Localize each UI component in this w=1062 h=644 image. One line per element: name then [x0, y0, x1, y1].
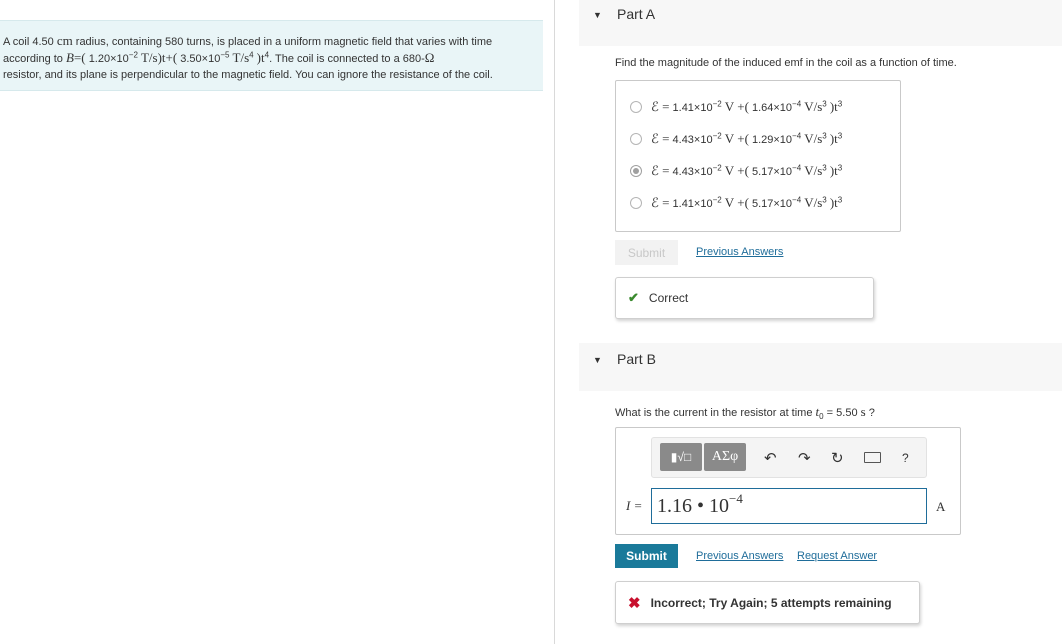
- part-a-header[interactable]: [579, 0, 1062, 46]
- symbols-button[interactable]: ΑΣφ: [704, 443, 746, 471]
- part-b-previous-answers-link[interactable]: Previous Answers: [696, 550, 784, 562]
- unit: V: [724, 163, 735, 178]
- operator: )t: [829, 195, 838, 210]
- coef: 5.17×10: [751, 198, 793, 210]
- exponent: 3: [822, 195, 827, 205]
- exponent: −4: [792, 131, 802, 141]
- unit-cm: cm: [56, 33, 73, 48]
- exponent: −2: [712, 163, 722, 173]
- exponent: −2: [712, 99, 722, 109]
- answer-exponent: −4: [729, 491, 743, 506]
- operator: )t: [829, 163, 838, 178]
- undo-icon[interactable]: ↶: [764, 450, 777, 467]
- math-exponent: −2: [128, 50, 138, 60]
- column-divider: [554, 0, 555, 644]
- coef: 1.29×10: [751, 134, 793, 146]
- exponent: 3: [837, 131, 843, 141]
- coef: 1.41×10: [672, 198, 713, 210]
- exponent: 3: [822, 163, 827, 173]
- problem-line-2: [3, 50, 535, 67]
- choice-expression: [651, 131, 842, 147]
- math-exponent: 4: [249, 50, 254, 60]
- reset-icon[interactable]: ↻: [831, 450, 844, 467]
- operator: +(: [737, 195, 749, 210]
- emf-symbol: ℰ =: [651, 131, 670, 146]
- exponent: 3: [837, 163, 843, 173]
- exponent: 3: [837, 195, 843, 205]
- unit: V: [724, 131, 735, 146]
- problem-line-3: resistor, and its plane is perpendicular to the magnetic field. You can ignore the resistance of the coil.: [3, 69, 493, 81]
- radio-button[interactable]: [630, 133, 642, 145]
- coef: 1.64×10: [751, 102, 793, 114]
- exponent: −2: [712, 131, 722, 141]
- math-value: 1.20×10: [88, 53, 129, 65]
- math-exponent: −5: [220, 50, 230, 60]
- request-answer-link[interactable]: Request Answer: [797, 550, 878, 562]
- checkmark-icon: ✔: [628, 290, 639, 305]
- unit: V: [724, 195, 735, 210]
- choice-3[interactable]: [630, 161, 842, 181]
- radio-button[interactable]: [630, 197, 642, 209]
- math-toolbar: [651, 437, 927, 478]
- problem-statement: [0, 20, 543, 91]
- templates-button[interactable]: ▮√□: [660, 443, 702, 471]
- operator: )t: [829, 99, 838, 114]
- question-text: What is the current in the resistor at time: [615, 407, 813, 419]
- problem-line-1: [3, 33, 535, 50]
- emf-symbol: ℰ =: [651, 195, 670, 210]
- answer-unit: A: [936, 499, 946, 514]
- part-b-feedback-incorrect: [615, 581, 920, 624]
- answer-box: [615, 427, 961, 535]
- choice-expression: [651, 99, 842, 115]
- symbol-t: t: [815, 404, 820, 419]
- choice-1[interactable]: [630, 97, 842, 117]
- unit: V/s: [804, 163, 823, 178]
- problem-text: according to: [3, 53, 63, 65]
- part-a-submit-button: Submit: [615, 240, 678, 265]
- label-text: I =: [626, 498, 643, 513]
- coef: 5.17×10: [751, 166, 793, 178]
- choice-expression: [651, 163, 842, 179]
- part-a-feedback-correct: [615, 277, 874, 319]
- answer-mantissa: 1.16 • 10: [657, 495, 730, 517]
- subscript: 0: [819, 412, 824, 422]
- help-icon[interactable]: ?: [902, 451, 909, 465]
- choice-expression: [651, 195, 842, 211]
- problem-text: radius, containing 580 turns, is placed in a uniform magnetic field that varies with time: [75, 36, 493, 48]
- operator: +(: [737, 131, 749, 146]
- operator: +(: [737, 163, 749, 178]
- math-exponent: 4: [264, 50, 270, 60]
- part-a-question: Find the magnitude of the induced emf in the coil as a function of time.: [615, 57, 957, 69]
- math-value: 3.50×10: [180, 53, 221, 65]
- choices-box: [615, 80, 901, 232]
- question-mark: ?: [868, 407, 875, 419]
- exponent: 3: [837, 99, 843, 109]
- collapse-caret-icon[interactable]: ▼: [593, 355, 602, 365]
- unit: V/s: [804, 99, 823, 114]
- keyboard-icon[interactable]: [864, 452, 881, 463]
- math-unit: T/s: [232, 50, 250, 65]
- x-mark-icon: ✖: [628, 594, 641, 612]
- part-b-header[interactable]: [579, 343, 1062, 391]
- feedback-text: Incorrect; Try Again; 5 attempts remaining: [650, 595, 892, 610]
- problem-text: A coil 4.50: [3, 36, 54, 48]
- math-text: )t+(: [157, 50, 178, 65]
- unit-s: s: [860, 404, 866, 419]
- exponent: −4: [792, 99, 802, 109]
- math-unit: T/s: [140, 50, 158, 65]
- exponent: 3: [822, 131, 827, 141]
- radio-button[interactable]: [630, 101, 642, 113]
- answer-input[interactable]: [651, 488, 927, 524]
- problem-text: . The coil is connected to a 680-: [269, 53, 425, 65]
- symbol-omega: Ω: [424, 50, 435, 65]
- exponent: −4: [792, 195, 802, 205]
- symbol-b: B: [66, 50, 74, 65]
- redo-icon[interactable]: ↷: [798, 450, 811, 467]
- operator: )t: [829, 131, 838, 146]
- part-b-question: [615, 404, 875, 421]
- part-a-previous-answers-link[interactable]: Previous Answers: [696, 246, 784, 258]
- choice-4[interactable]: [630, 193, 842, 213]
- collapse-caret-icon[interactable]: ▼: [593, 10, 602, 20]
- coef: 4.43×10: [672, 166, 713, 178]
- part-a-title: Part A: [617, 6, 656, 22]
- operator: +(: [737, 99, 749, 114]
- math-text: =(: [73, 50, 86, 65]
- part-b-submit-button[interactable]: Submit: [615, 544, 678, 568]
- choice-2[interactable]: [630, 129, 842, 149]
- coef: 1.41×10: [672, 102, 713, 114]
- question-text: = 5.50: [826, 407, 858, 419]
- unit: V/s: [804, 195, 823, 210]
- input-label: [626, 498, 642, 514]
- exponent: −4: [792, 163, 802, 173]
- unit: V/s: [804, 131, 823, 146]
- math-text: )t: [256, 50, 265, 65]
- part-b-title: Part B: [617, 351, 656, 367]
- feedback-text: Correct: [648, 291, 689, 305]
- unit: V: [724, 99, 735, 114]
- emf-symbol: ℰ =: [651, 99, 670, 114]
- emf-symbol: ℰ =: [651, 163, 670, 178]
- coef: 4.43×10: [672, 134, 713, 146]
- radio-button-selected[interactable]: [630, 165, 642, 177]
- exponent: −2: [712, 195, 722, 205]
- exponent: 3: [822, 99, 827, 109]
